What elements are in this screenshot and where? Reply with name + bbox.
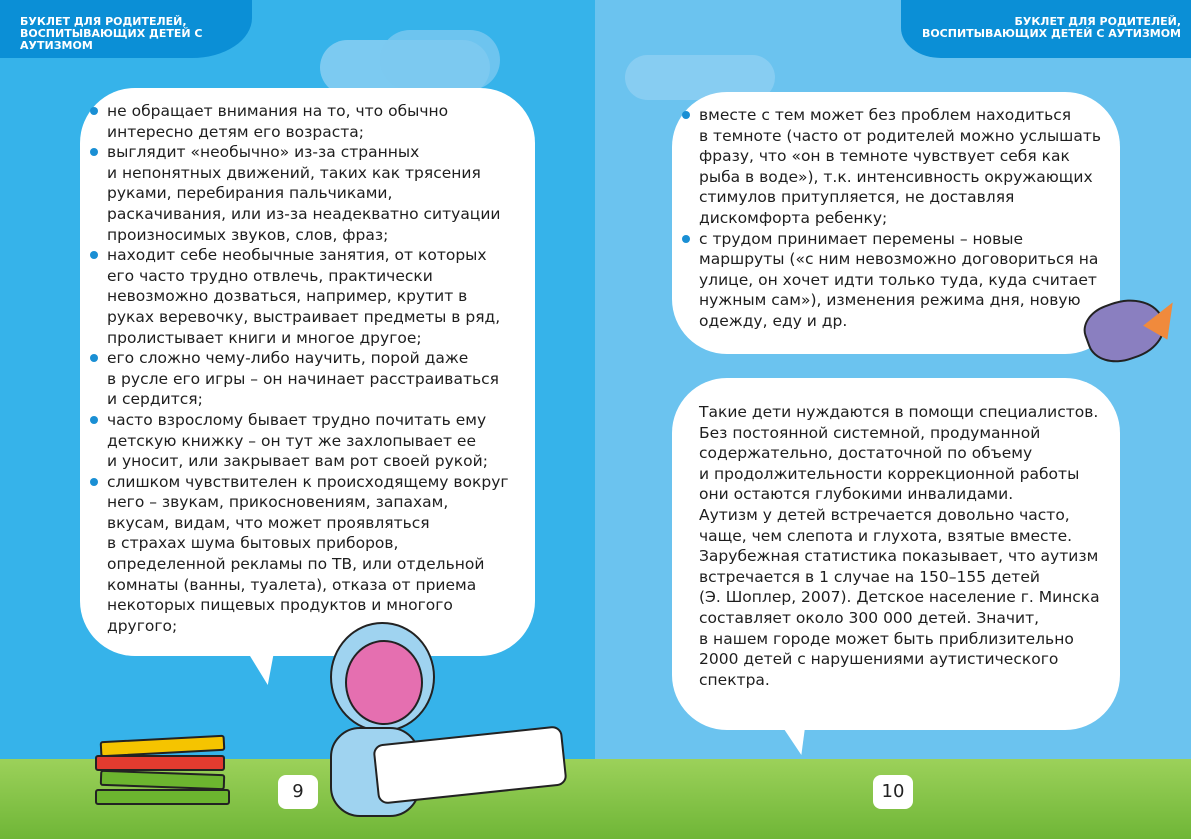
text-line: в русле его игры – он начинает расстраиваться [107, 369, 499, 388]
paragraph-line: Зарубежная статистика показывает, что аутизм [699, 547, 1099, 566]
text-line: вкусам, видам, что может проявляться [107, 513, 430, 532]
text-line: слишком чувствителен к происходящему вокруг [107, 472, 509, 491]
bullet-item [682, 105, 1120, 126]
paragraph-line: Такие дети нуждаются в помощи специалистов. [699, 403, 1099, 421]
booklet-header [901, 0, 1191, 58]
bullet-item [90, 142, 535, 163]
bullet-item-continuation [90, 389, 535, 410]
bullet-item [90, 410, 535, 431]
bullet-item-continuation [682, 126, 1120, 147]
bullet-item-continuation [90, 369, 535, 390]
text-line: часто взрослому бывает трудно почитать ему [107, 410, 487, 429]
paragraph-line: Без постоянной системной, продуманной [699, 423, 1041, 442]
bullet-icon [682, 111, 690, 119]
bullet-item [682, 229, 1120, 250]
paragraph-line: спектра. [699, 670, 770, 689]
paragraph-line: 2000 детей с нарушениями аутистического [699, 650, 1059, 669]
bullet-item-continuation [90, 266, 535, 287]
paragraph-line: чаще, чем слепота и глухота, взятые вместе. [699, 526, 1073, 545]
bullet-item [90, 101, 535, 122]
text-line: и сердится; [107, 390, 203, 409]
bullet-item-continuation [90, 451, 535, 472]
bullet-item [90, 472, 535, 493]
bullet-icon [90, 107, 98, 115]
text-line: выглядит «необычно» из-за странных [107, 143, 420, 162]
text-line: него – звукам, прикосновениям, запахам, [107, 493, 449, 512]
text-line: фразу, что «он в темноте чувствует себя как [699, 147, 1070, 166]
text-line: невозможно дозваться, например, крутит в [107, 287, 468, 306]
speech-bubble-symptoms [80, 88, 535, 656]
bullet-item-continuation [682, 187, 1120, 208]
text-line: комнаты (ванны, туалета), отказа от приема [107, 575, 477, 594]
paragraph-line: встречается в 1 случае на 150–155 детей [699, 567, 1040, 586]
text-line: определенной рекламы по ТВ, или отдельной [107, 555, 485, 574]
bullet-item-continuation [90, 183, 535, 204]
page-number: 9 [278, 775, 318, 809]
text-line: находит себе необычные занятия, от которых [107, 246, 487, 265]
paragraph-line: (Э. Шоплер, 2007). Детское население г. Минска [699, 588, 1100, 607]
text-line: нужным сам»), изменения режима дня, новую [699, 291, 1081, 310]
text-line: дискомфорта ребенку; [699, 208, 888, 227]
left-page [0, 0, 595, 839]
bullet-icon [90, 478, 98, 486]
text-line: некоторых пищевых продуктов и многого [107, 596, 453, 615]
bullet-icon [90, 251, 98, 259]
text-line: руках веревочку, выстраивает предметы в ряд, [107, 307, 501, 326]
bullet-item-continuation [90, 431, 535, 452]
header-line: ВОСПИТЫВАЮЩИХ ДЕТЕЙ С АУТИЗМОМ [20, 27, 203, 52]
text-line: раскачивания, или из-за неадекватно ситуации [107, 204, 501, 223]
paragraph-line: они остаются глубокими инвалидами. [699, 485, 1014, 504]
book-icon [95, 755, 225, 771]
bullet-item-continuation [90, 513, 535, 534]
bullet-item-continuation [682, 290, 1120, 311]
text-line: в темноте (часто от родителей можно услышать [699, 126, 1102, 145]
paragraph-line: содержательно, достаточной по объему [699, 444, 1033, 463]
text-line: одежду, еду и др. [699, 311, 848, 330]
header-line: ВОСПИТЫВАЮЩИХ ДЕТЕЙ С АУТИЗМОМ [921, 27, 1181, 40]
header-line: БУКЛЕТ ДЛЯ РОДИТЕЛЕЙ, [20, 15, 187, 28]
paragraph-line: Аутизм у детей встречается довольно часто, [699, 505, 1070, 524]
bullet-item [90, 348, 535, 369]
paragraph-line: в нашем городе может быть приблизительно [699, 629, 1074, 648]
bullet-item-continuation [90, 595, 535, 616]
cloud [380, 30, 500, 90]
text-line: и уносит, или закрывает вам рот своей рукой; [107, 452, 488, 471]
bullet-item-continuation [682, 311, 1120, 332]
text-line: детскую книжку – он тут же захлопывает ее [107, 431, 476, 450]
text-line: стимулов притупляется, не доставляя [699, 188, 1015, 207]
text-line: рыба в воде»), т.к. интенсивность окружающих [699, 167, 1093, 186]
header-line: БУКЛЕТ ДЛЯ РОДИТЕЛЕЙ, [1014, 15, 1181, 28]
text-line: произносимых звуков, слов, фраз; [107, 225, 389, 244]
bullet-item-continuation [90, 163, 535, 184]
bullet-item-continuation [90, 328, 535, 349]
paragraph-line: составляет около 300 000 детей. Значит, [699, 608, 1040, 627]
booklet-header [0, 0, 252, 58]
speech-bubble-statistics [672, 378, 1120, 730]
text-line: пролистывает книги и многое другое; [107, 328, 422, 347]
text-line: улице, он хочет идти только туда, куда считает [699, 270, 1097, 289]
bullet-item-continuation [90, 616, 535, 637]
text-line: и непонятных движений, таких как трясения [107, 163, 481, 182]
bullet-item-continuation [90, 307, 535, 328]
bullet-item [90, 245, 535, 266]
bullet-item-continuation [90, 204, 535, 225]
text-line: не обращает внимания на то, что обычно [107, 102, 449, 120]
bullet-item-continuation [90, 533, 535, 554]
bullet-icon [90, 148, 98, 156]
text-line: маршруты («с ним невозможно договориться на [699, 250, 1099, 269]
bullet-icon [90, 416, 98, 424]
text-line: его часто трудно отвлечь, практически [107, 266, 433, 285]
text-line: интересно детям его возраста; [107, 122, 364, 141]
book-icon [100, 735, 226, 758]
bullet-item-continuation [90, 554, 535, 575]
bullet-item-continuation [90, 492, 535, 513]
bullet-item-continuation [90, 225, 535, 246]
bullet-item-continuation [682, 270, 1120, 291]
text-line: его сложно чему-либо научить, порой даже [107, 349, 469, 368]
bullet-item-continuation [682, 167, 1120, 188]
text-line: другого; [107, 616, 178, 635]
page-number: 10 [873, 775, 913, 809]
text-line: с трудом принимает перемены – новые [699, 229, 1024, 248]
text-line: вместе с тем может без проблем находиться [699, 106, 1072, 124]
bullet-item-continuation [682, 208, 1120, 229]
paragraph-line: и продолжительности коррекционной работы [699, 464, 1080, 483]
book-icon [95, 789, 230, 805]
text-line: в страхах шума бытовых приборов, [107, 534, 399, 553]
bullet-icon [90, 354, 98, 362]
speech-bubble-symptoms-continued [672, 92, 1120, 354]
text-line: руками, перебирания пальчиками, [107, 184, 393, 203]
bullet-item-continuation [682, 249, 1120, 270]
bullet-icon [682, 235, 690, 243]
bullet-item-continuation [682, 146, 1120, 167]
bullet-item-continuation [90, 575, 535, 596]
bullet-item-continuation [90, 122, 535, 143]
right-page [595, 0, 1191, 839]
bullet-item-continuation [90, 286, 535, 307]
